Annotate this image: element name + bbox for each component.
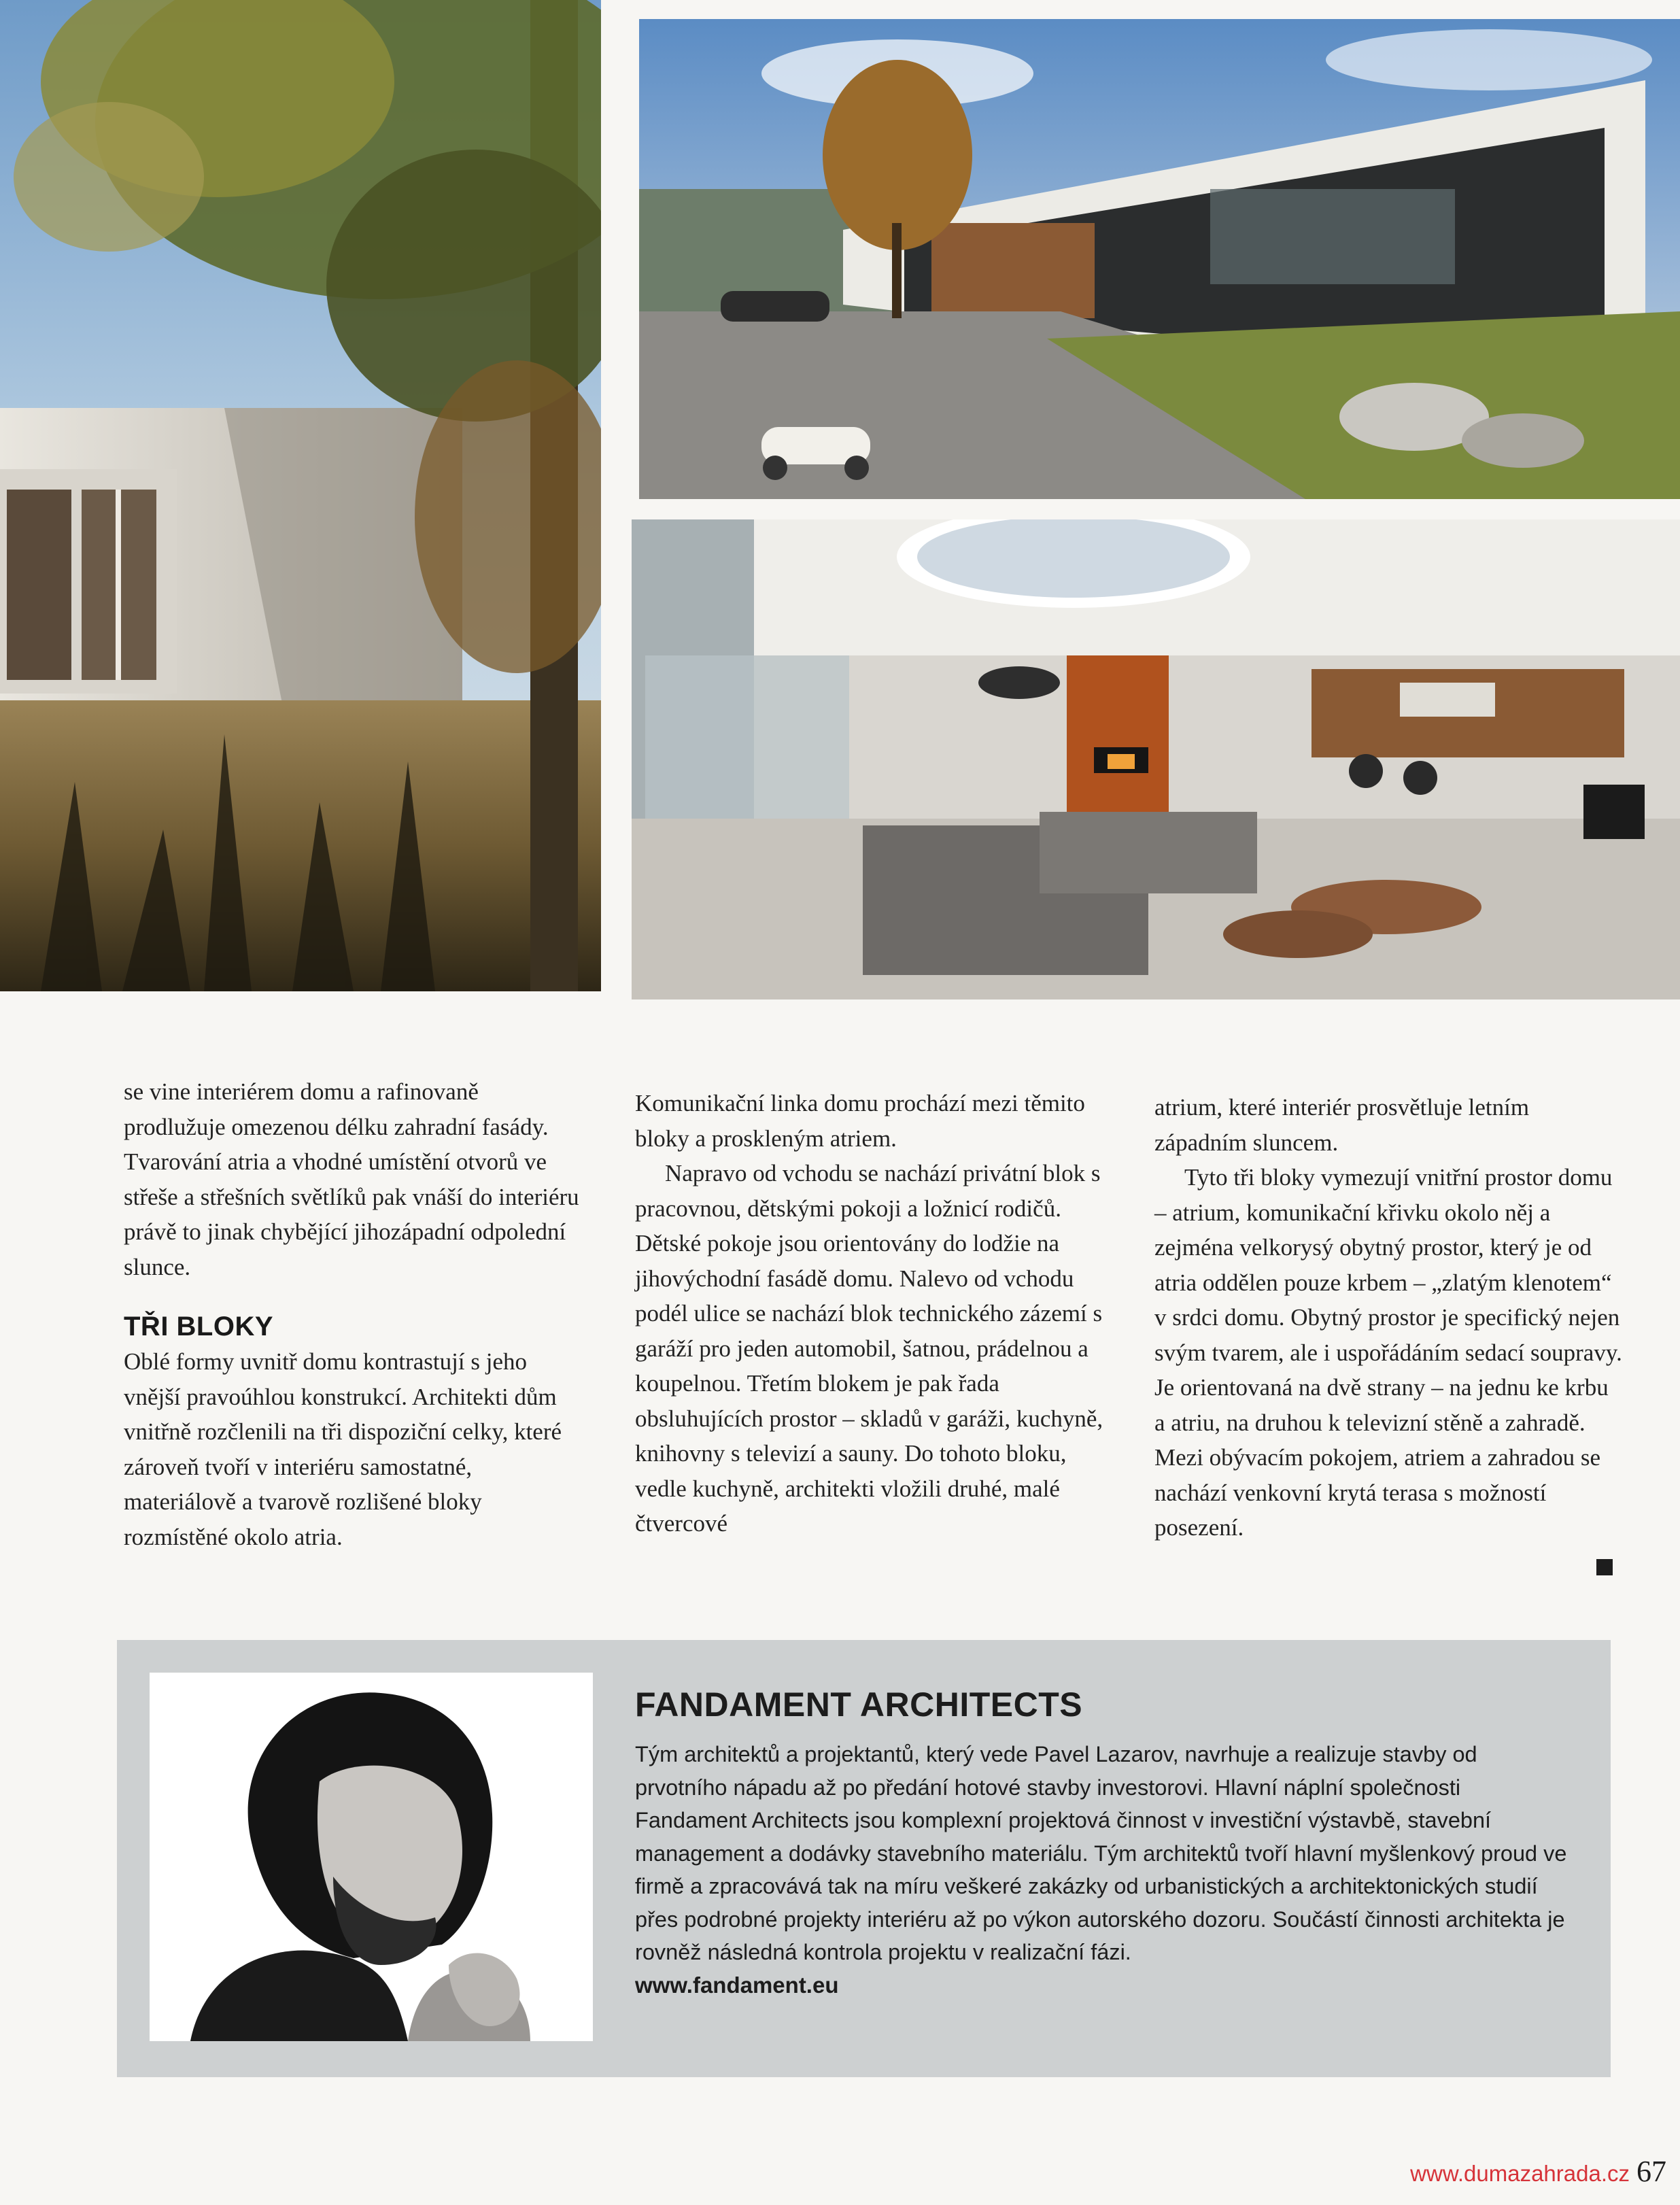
col2-paragraph-1: Komunikační linka domu prochází mezi těmito bloky a proskleným atriem.: [635, 1090, 1085, 1152]
page-footer: [1410, 2157, 1666, 2189]
col1-paragraph-2: Oblé formy uvnitř domu kontrastují s jeho vnější pravoúhlou konstrukcí. Architekti dům vnitřně rozčlenili na tři dispoziční celky, které zároveň tvoří v interiéru samostatné, materiálově a tvarově rozlišené bloky rozmístěné okolo atria.: [124, 1348, 562, 1550]
page-number: 67: [1636, 2155, 1666, 2188]
col3-paragraph-1: atrium, které interiér prosvětluje letním západním sluncem.: [1154, 1094, 1530, 1156]
col3-paragraph-2: Tyto tři bloky vymezují vnitřní prostor domu – atrium, komunikační křivku okolo něj a zejména velkorysý obytný prostor, který je od atria oddělen pouze krbem – „zlatým klenotem“ v srdci domu. Obytný prostor je specifický nejen svým tvarem, ale i uspořádáním sedací soupravy. Je orientovaná na dvě strany – na jednu ke krbu a atriu, na druhou k televizní stěně a zahradě. Mezi obývacím pokojem, atriem a zahradou se nachází venkovní krytá terasa s možností posezení.: [1154, 1164, 1622, 1541]
section-heading: TŘI BLOKY: [124, 1312, 274, 1341]
col2-paragraph-2: Napravo od vchodu se nachází privátní blok s pracovnou, dětskými pokoji a ložnicí rodičů. Dětské pokoje jsou orientovány do lodžie na jihovýchodní fasádě domu. Nalevo od vchodu podél ulice se nachází blok technického zázemí s garáží pro jeden automobil, šatnou, prádelnou a koupelnou. Třetím blokem je pak řada obsluhujících prostor – skladů v garáži, kuchyně, knihovny s televizí a sauny. Do tohoto bloku, vedle kuchyně, architekti vložili druhé, malé čtvercové: [635, 1160, 1103, 1537]
architect-info-box: [117, 1640, 1611, 2077]
magazine-website-link[interactable]: www.dumazahrada.cz: [1410, 2161, 1630, 2186]
architect-info-title: FANDAMENT ARCHITECTS: [635, 1686, 1083, 1724]
house-exterior-illustration: [639, 19, 1680, 499]
exterior-garden-illustration: [0, 0, 601, 991]
architect-portrait: [150, 1673, 593, 2041]
living-room-interior-photo: [632, 519, 1680, 999]
article-end-mark: [1596, 1559, 1613, 1575]
article-column-2: [635, 1086, 1104, 1541]
architect-info-body: Tým architektů a projektantů, který vede Pavel Lazarov, navrhuje a realizuje stavby od prvotního nápadu až po předání hotové stavby investorovi. Hlavní náplní společnosti Fandament Architects jsou komplexní projektová činnost v investiční výstavbě, stavební management a dodávky stavebního materiálu. Tým architektů tvoří hlavní myšlenkový proud ve firmě a zpracovává tak na míru veškeré zakázky od urbanistických a architektonických studií přes podrobné projekty interiéru až po výkon autorského dozoru. Součástí činnosti architekta je rovněž následná kontrola projektu v realizační fázi.: [635, 1742, 1567, 1964]
architect-website-link[interactable]: www.fandament.eu: [635, 1972, 839, 1998]
living-room-illustration: [632, 519, 1680, 999]
article-column-1: [124, 1074, 579, 1554]
house-exterior-photo: [639, 19, 1680, 499]
article-column-3: [1154, 1090, 1624, 1545]
exterior-garden-photo: [0, 0, 601, 991]
architect-info-text: [635, 1683, 1573, 2002]
architect-portrait-illustration: [150, 1673, 593, 2041]
col1-paragraph-1: se vine interiérem domu a rafinovaně prodlužuje omezenou délku zahradní fasády. Tvarování atria a vhodné umístění otvorů ve střeše a střešních světlíků pak vnáší do interiéru právě to jinak chybějící jihozápadní odpolední slunce.: [124, 1078, 579, 1280]
